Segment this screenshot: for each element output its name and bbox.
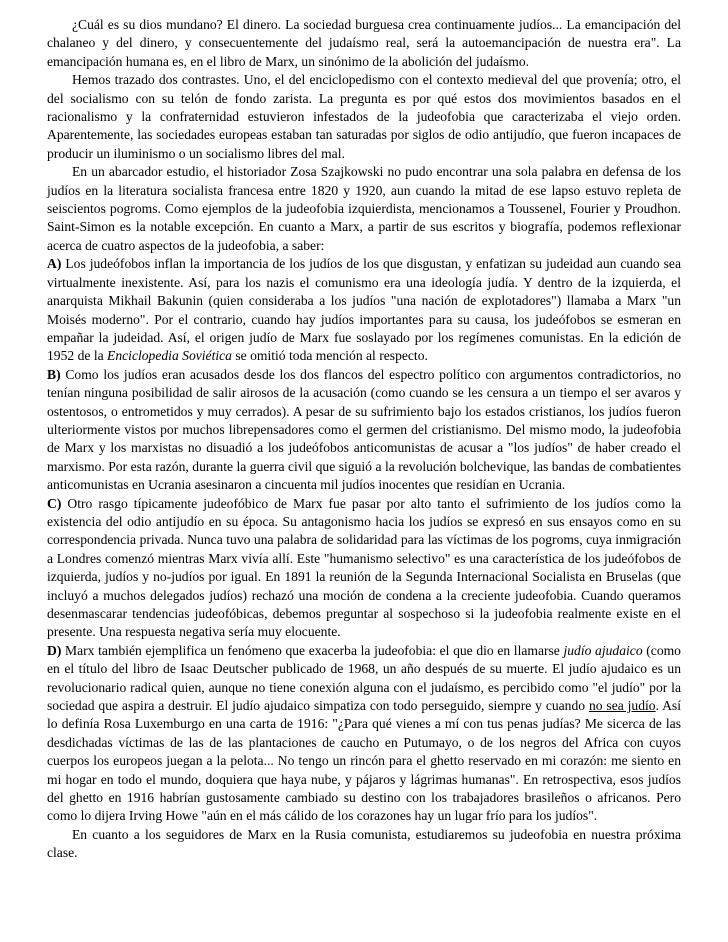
italic-text: judío ajudaico (563, 642, 643, 658)
paragraph (47, 71, 681, 163)
text-run: ¿Cuál es su dios mundano? El dinero. La sociedad burguesa crea continuamente judíos... La emancipación del chalaneo y del dinero, y consecuentemente del judaísmo real, será la autoemancipación de nuestra era". La emancipación humana es, en el libro de Marx, un sinónimo de la abolición del judaísmo. (47, 17, 681, 69)
section-label: B) (47, 366, 61, 382)
paragraph (47, 163, 681, 255)
paragraph (47, 255, 681, 365)
paragraph (47, 366, 681, 495)
section-label: A) (47, 256, 62, 272)
paragraph (47, 642, 681, 826)
paragraph (47, 16, 681, 71)
text-run: Como los judíos eran acusados desde los dos flancos del espectro político con argumentos contradictorios, no tenían ninguna posibilidad de salir airosos de la acusación (como cuando se les censura a un tiempo el ser avaros y ostentosos, o entrometidos y muy cerrados). A pesar de su sufrimiento bajo los estados cristianos, los judíos fueron ulteriormente vistos por muchos librepensadores como el germen del cristianismo. Del mismo modo, la judeofobia de Marx y los marxistas no disuadió a los judeófobos anticomunistas de acusar a "los judíos" de haber creado el marxismo. Por esta razón, durante la guerra civil que siguió a la revolución bolchevique, las bandas de combatientes anticomunistas en Ucrania asesinaron a cincuenta mil judíos inocentes que residían en Ucrania. (47, 366, 681, 493)
document-body (47, 16, 681, 863)
paragraph (47, 826, 681, 863)
text-run: . Así lo definía Rosa Luxemburgo en una carta de 1916: "¿Para qué vienes a mí con tus penas judías? Me sicerca de las desdichadas víctimas de las de las plantaciones de caucho en Putumayo, o de los negros del Africa con cuyos cuerpos los europeos juegan a la pelota... No tengo un rincón para el ghetto reservado en mi corazón: me siento en mi hogar en todo el mundo, doquiera que haya nube, y pájaros y lágrimas humanas". En retrospectiva, esos judíos del ghetto en 1916 habrían gustosamente cambiado su destino con los trabajadores brasileños o africanos. Pero como lo dijera Irving Howe "aún en el más cálido de los corazones hay un lugar frío para los judíos". (47, 698, 681, 824)
text-run: En un abarcador estudio, el historiador Zosa Szajkowski no pudo encontrar una sola palabra en defensa de los judíos en la literatura socialista francesa entre 1820 y 1920, aun cuando la mitad de ese lapso estuvo repleta de seiscientos pogroms. Como ejemplos de la judeofobia izquierdista, mencionamos a Toussenel, Fourier y Proudhon. Saint-Simon es la notable excepción. En cuanto a Marx, a partir de sus escritos y biografía, podemos reflexionar acerca de cuatro aspectos de la judeofobia, a saber: (47, 164, 681, 253)
text-run: En cuanto a los seguidores de Marx en la Rusia comunista, estudiaremos su judeofobia en nuestra próxima clase. (47, 826, 681, 861)
section-label: D) (47, 642, 62, 658)
text-run: Hemos trazado dos contrastes. Uno, el del enciclopedismo con el contexto medieval del que provenía; otro, el del socialismo con su telón de fondo zarista. La pregunta es por qué estos dos movimientos basados en el racionalismo y la confraternidad estuvieron infestados de la judeofobia que caracterizaba el viejo orden. Aparentemente, las sociedades europeas estaban tan saturadas por siglos de odio antijudío, que fueron incapaces de producir un iluminismo o un socialismo libres del mal. (47, 72, 681, 161)
italic-text: Enciclopedia Soviética (107, 348, 232, 364)
text-run: (como en el título del libro de Isaac Deutscher publicado de 1968, un año después de su muerte. El judío ajudaico es un revolucionario radical quien, aunque no tiene conexión alguna con el judaísmo, es percibido como "el judío" por la sociedad que aspira a destruir. El judío ajudaico simpatiza con todo perseguido, siempre y cuando (47, 642, 681, 714)
text-run: se omitió toda mención al respecto. (231, 348, 428, 364)
text-run: Los judeófobos inflan la importancia de los judíos de los que disgustan, y enfatizan su judeidad aun cuando sea virtualmente inexistente. Así, para los nazis el comunismo era una ideología judía. Y dentro de la izquierda, el anarquista Mikhail Bakunin (quien consideraba a los judíos "una nación de explotadores") llamaba a Marx "un Moisés moderno". Por el contrario, cuando hay judíos importantes para su causa, los judeófobos se esmeran en empañar la judeidad. Así, el origen judío de Marx fue soslayado por los regímenes comunistas. En la edición de 1952 de la (47, 256, 681, 364)
section-label: C) (47, 495, 62, 511)
paragraph (47, 495, 681, 642)
text-run: Marx también ejemplifica un fenómeno que exacerba la judeofobia: el que dio en llamarse (61, 642, 564, 658)
text-run: Otro rasgo típicamente judeofóbico de Marx fue pasar por alto tanto el sufrimiento de los judíos como la existencia del odio antijudío en su época. Su antagonismo hacia los judíos se expresó en sus ensayos como en su correspondencia privada. Nunca tuvo una palabra de solidaridad para las víctimas de los pogroms, cuya inmigración a Londres comenzó mientras Marx vivía allí. Este "humanismo selectivo" es una característica de los judeófobos de izquierda, judíos y no-judíos por igual. En 1891 la reunión de la Segunda Internacional Socialista en Bruselas (que incluyó a muchos delegados judíos) rechazó una moción de condena a la creciente judeofobia. Cuando queramos desenmascarar tendencias judeofóbicas, debemos preguntar al sospechoso si la judeofobia realmente existe en el presente. Una respuesta negativa sería muy elocuente. (47, 495, 681, 640)
underlined-text: no sea judío (588, 698, 656, 714)
